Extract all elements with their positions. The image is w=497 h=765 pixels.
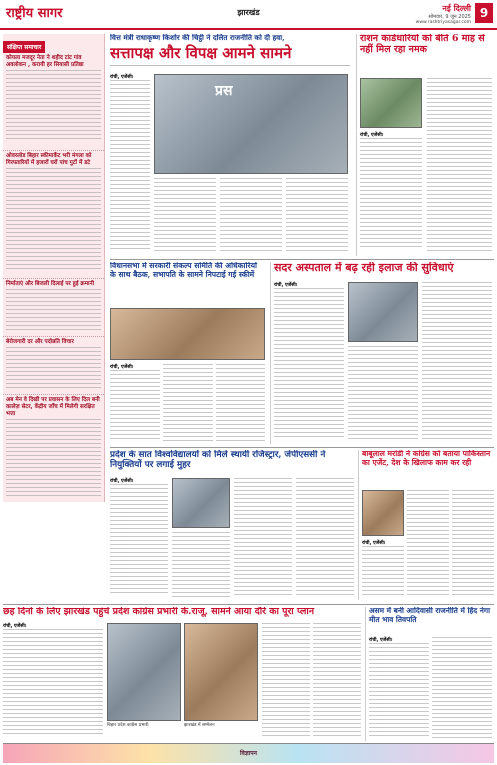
hospital-byline: रांची, एजेंसी। [274,283,298,288]
congress-story [3,607,361,741]
congress-photo-2 [184,623,258,721]
paper-name: राष्ट्रीय सागर [6,6,63,21]
ration-byline: रांची, एजेंसी। [360,133,384,138]
brief-body [6,168,101,272]
congress-col-3 [313,623,361,739]
page-number: 9 [475,3,493,23]
ration-photo [360,78,422,128]
brief-body [6,289,101,333]
babulal-col-2 [407,490,449,598]
brief-story [3,395,104,502]
ration-headline: राशन कार्डधारियों को बीते 6 माह से नहीं मिल रहा नमक [360,34,485,55]
photo-sign-text: प्रस [215,83,233,99]
brief-body [6,419,101,499]
hospital-headline: सदर अस्पताल में बढ़ रही इलाज की सुविधाएं [274,262,454,274]
assam-byline: रांची, एजेंसी। [369,638,393,643]
congress-headline: छह दिनों के लिए झारखंड पहुंचे प्रदेश कांग्रेस प्रभारी के.राजू, सामने आया दौरे का पूरा प्लान [3,607,315,617]
brief-headline: अब मेन वे दिखी पर प्रवासन के लिए दिल बनी कालेज़ सेटर, केंद्रीय जाँच में मिलेगी सरक्षित भत्ता [6,397,100,417]
babulal-byline: रांची, एजेंसी। [362,541,386,546]
babulal-col-3 [452,490,494,598]
babulal-story [358,450,494,600]
masthead [0,0,497,30]
divider [110,447,494,448]
website: www.rashtriyasagar.com [415,20,471,25]
babulal-photo [362,490,404,536]
congress-caption-1: बिहार प्रदेश कांग्रेस प्रभारी [107,723,149,728]
lead-kicker: वित्त मंत्री राधाकृष्ण किशोर की चिट्ठी ने दलित राजनीति को दी हवा, [110,34,285,42]
divider [110,259,494,260]
committee-headline: विधानसभा में सरकारी संकल्प समिति की अधिकारियों के साथ बैठक, सभापति के सामने निपटाई गई स्कीमें [110,262,257,279]
assam-col-2 [432,637,492,739]
university-col-1 [110,478,168,598]
congress-byline: रांची, एजेंसी। [3,624,27,629]
lead-col-1 [110,74,150,254]
hospital-col-3 [422,282,492,442]
brief-headline: कोयला मजदूर नेता ने शहीद टांट गांव अवलोकन , करायी हर सियासी प्रतिष्ठा [6,55,84,68]
brief-headline: ओवरलोड बिहार स्कीमार्केट भरी मंगला को गिरफ्तारियों में हजारों घरों पांच गुटों में डटे [6,153,92,166]
hospital-col-2 [348,346,418,442]
lead-col-3 [220,178,282,254]
hospital-story [270,262,494,444]
university-headline: प्रदेश के सात विश्वविद्यालयों को मिले स्थायी रजिस्ट्रार, जेपीएससी ने नियुक्तियों पर लगाई मुहर [110,450,326,471]
brief-headline: निर्माताएं और बिजली दिलाई पर हुई क्रमानी [6,281,95,287]
hospital-photo [348,282,418,342]
university-story [110,450,354,600]
ration-col-1 [360,132,422,252]
ration-story [356,34,494,256]
hospital-col-1 [274,282,344,442]
committee-photo [110,308,265,360]
congress-col-2 [262,623,310,739]
divider [3,604,494,605]
congress-caption-2: झारखंड में सम्मेलन [184,723,215,728]
date: सोमवार, 9 जून 2025 [428,14,471,20]
brief-body [6,70,101,142]
lead-story [110,34,350,256]
lead-col-4 [286,178,348,254]
briefs-tag: संक्षिप्त समाचार [3,41,45,53]
babulal-headline: बाबूलाल मरांडी ने कांग्रेस को बताया पाकिस्तान का एजेंट, देश के खिलाफ काम कर रही [362,450,491,467]
babulal-col-1 [362,540,404,598]
briefs-column [3,34,105,502]
lead-headline: सत्तापक्ष और विपक्ष आमने सामने [110,45,350,65]
committee-col-3 [216,364,265,442]
ration-col-2 [427,78,492,252]
lead-photo [154,74,348,174]
university-col-2 [172,532,230,598]
lead-col-2 [154,178,216,254]
committee-col-2 [163,364,213,442]
city: नई दिल्ली [442,4,471,13]
assam-headline: असम में बनी आदिवासी राजनीति में हिंद नेगा मीत भाव तिवपति [369,607,490,624]
university-byline: रांची, एजेंसी। [110,479,134,484]
brief-headline: बेरोजगारी दर और पदोन्नति विचार [6,339,74,345]
footer-ad-band [3,743,494,763]
brief-body [6,347,101,391]
university-photo [172,478,230,528]
assam-col-1 [369,637,429,739]
university-col-3 [234,478,292,598]
committee-col-1 [110,364,160,442]
committee-story [110,262,265,444]
lead-byline: रांची, एजेंसी। [110,75,134,80]
brief-story [3,151,104,279]
footer-ad-text: विज्ञापन [239,750,258,757]
brief-story [3,279,104,337]
assam-story [365,607,494,741]
university-col-4 [296,478,354,598]
congress-photo-1 [107,623,181,721]
section-title: झारखंड [237,8,260,17]
brief-story [3,53,104,151]
congress-col-1 [3,623,103,739]
committee-byline: रांची, एजेंसी। [110,365,134,370]
brief-story [3,337,104,395]
masthead-meta [416,3,471,25]
